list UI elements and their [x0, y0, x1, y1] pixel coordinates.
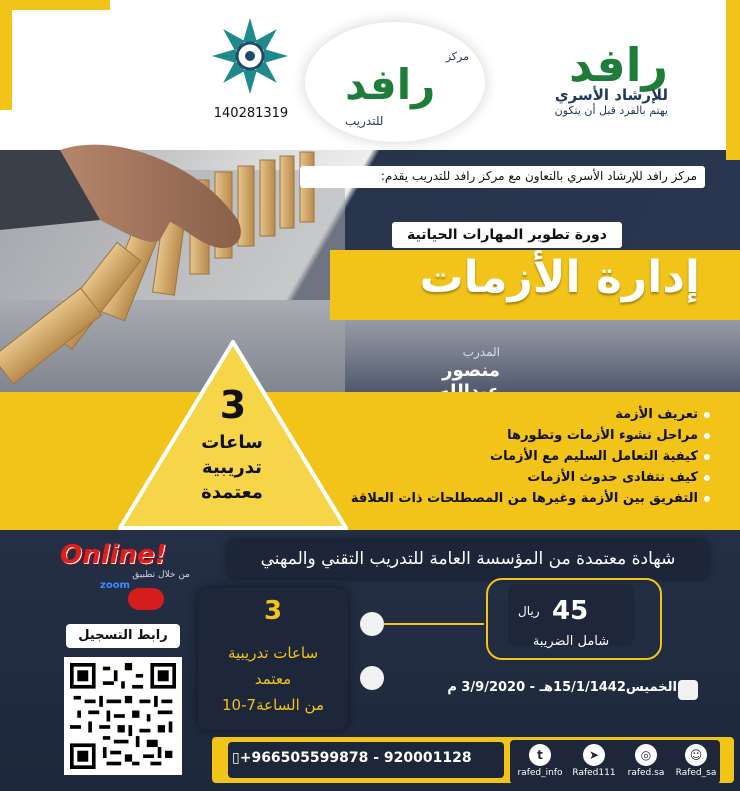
social-item[interactable]	[620, 744, 672, 778]
frame-accent-top	[0, 0, 110, 10]
money-icon	[360, 612, 384, 636]
phone-icon: ▯	[232, 750, 240, 766]
frame-accent-right	[726, 0, 740, 160]
topics-list	[350, 404, 710, 509]
certificate-banner: شهادة معتمدة من المؤسسة العامة للتدريب التقني والمهني	[228, 540, 708, 578]
rafed-training-sub: للتدريب	[345, 114, 384, 128]
telegram-icon: ➤	[583, 744, 605, 766]
price-amount: 45	[552, 596, 589, 626]
phone-numbers[interactable]: ▯+966505599878 - 920001128	[232, 750, 472, 766]
tvtc-center-id: 140281319	[213, 106, 289, 121]
trainer-label: المدرب	[462, 345, 500, 359]
price-tax-note: شامل الضريبة	[532, 634, 610, 649]
social-item[interactable]	[514, 744, 566, 778]
list-item: مراحل نشوء الأزمات وتطورها	[350, 425, 710, 446]
online-badge	[60, 540, 190, 620]
calendar-icon	[678, 680, 698, 700]
bullet-icon	[704, 412, 710, 418]
rafed-family-mark: رافد	[569, 38, 668, 92]
rafed-family-logo	[518, 38, 668, 138]
list-item: كيفية التعامل السليم مع الأزمات	[350, 446, 710, 467]
snapchat-icon: ☺	[685, 744, 707, 766]
list-item: تعريف الأزمة	[350, 404, 710, 425]
course-date: الخميس15/1/1442هـ - 3/9/2020 م	[447, 680, 677, 695]
list-item: كيف نتفادى حدوث الأزمات	[350, 467, 710, 488]
rafed-family-tagline: يهتم بالفرد قبل أن يتكون	[554, 104, 668, 117]
hours-info-box	[198, 588, 348, 730]
course-subtitle: دورة تطوير المهارات الحياتية	[392, 222, 622, 248]
zoom-label: zoom	[100, 580, 130, 591]
hours-details: ساعات تدريبية معتمد من الساعة7-10	[222, 644, 324, 714]
web-icon: ◎	[635, 744, 657, 766]
rafed-family-sub: للإرشاد الأسري	[554, 86, 668, 104]
bullet-icon	[704, 475, 710, 481]
tvtc-star-logo	[205, 14, 295, 104]
register-link-button[interactable]: رابط التسجيل	[66, 624, 180, 648]
rafed-training-mark: رافد	[345, 60, 436, 109]
social-item[interactable]	[670, 744, 722, 778]
mouse-icon	[128, 588, 164, 610]
connector-line	[384, 623, 484, 625]
social-handle: Rafed111	[572, 768, 616, 778]
price-currency: ريال	[518, 604, 540, 618]
triangle-hours-number: 3	[219, 383, 247, 427]
social-item[interactable]	[568, 744, 620, 778]
rafed-training-logo	[305, 22, 485, 142]
online-word: Online!	[60, 540, 167, 570]
course-title: إدارة الأزمات	[419, 252, 700, 303]
online-via: من خلال تطبيق	[132, 570, 190, 580]
social-handle: rafed_info	[517, 768, 563, 778]
bullet-icon	[704, 454, 710, 460]
clock-icon	[360, 666, 384, 690]
list-item: التفريق بين الأزمة وغيرها من المصطلحات ذات العلاقة	[350, 488, 710, 509]
twitter-icon: t	[529, 744, 551, 766]
bullet-icon	[704, 433, 710, 439]
frame-accent-left	[0, 0, 12, 110]
bullet-icon	[704, 496, 710, 502]
title-band	[330, 250, 740, 320]
social-handle: rafed.sa	[627, 768, 665, 778]
triangle-hours-label: ساعات تدريبية معتمدة	[201, 432, 263, 503]
trainer-name: منصور	[442, 360, 500, 381]
rafed-training-small: مركز	[445, 50, 469, 63]
social-handle: Rafed_sa	[675, 768, 717, 778]
qr-code-icon	[70, 663, 176, 769]
hours-number: 3	[263, 596, 283, 626]
intro-text: مركز رافد للإرشاد الأسري بالتعاون مع مركز رافد للتدريب يقدم:	[300, 166, 705, 188]
registration-qr-code[interactable]	[64, 657, 182, 775]
